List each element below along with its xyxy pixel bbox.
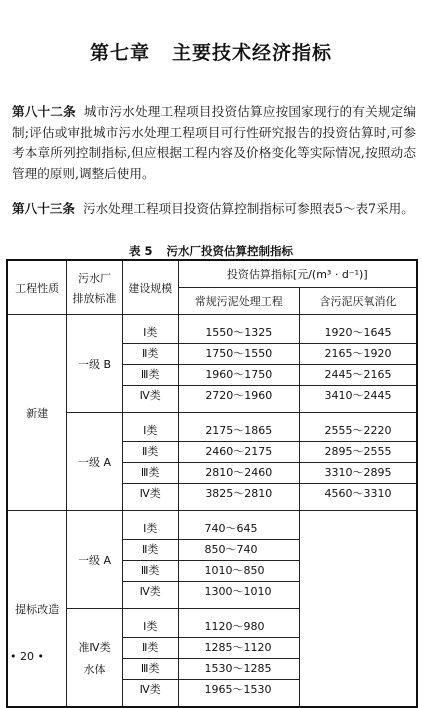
article-83-label: 第八十三条 — [12, 201, 75, 216]
table-row — [7, 413, 417, 442]
anaerobic-cell: 2555～2220 — [300, 413, 417, 442]
conventional-cell: 3825～2810 — [178, 484, 300, 511]
grade-cell: Ⅲ类 — [122, 561, 178, 582]
page-number: • 20 • — [10, 650, 44, 663]
standard-cell: 一级 A — [67, 511, 123, 609]
grade-cell: Ⅳ类 — [122, 680, 178, 708]
nature-cell: 新建 — [7, 315, 67, 511]
table-row — [7, 315, 417, 344]
table-caption — [0, 243, 422, 259]
grade-cell: Ⅱ类 — [122, 638, 178, 659]
table-row — [7, 511, 417, 540]
anaerobic-cell: 4560～3310 — [300, 484, 417, 511]
grade-cell: Ⅲ类 — [122, 365, 178, 386]
conventional-cell: 740～645 — [178, 511, 300, 540]
article-83 — [12, 199, 416, 220]
header-standard-line2: 排放标准 — [72, 291, 117, 305]
standard-line2: 水体 — [83, 662, 106, 676]
article-82-text: 城市污水处理工程项目投资估算应按国家现行的有关规定编制;评估或审批城市污水处理工程项目可行性研究报告的投资估算时,可参考本章所列控制指标,但应根据工程内容及价格变化等实际情况,按照动态管理的原则,调整后使用。 — [12, 104, 417, 181]
conventional-cell: 1120～980 — [178, 609, 300, 638]
standard-cell: 一级 B — [67, 315, 123, 413]
standard-cell: 一级 A — [67, 413, 123, 511]
anaerobic-cell: 2165～1920 — [300, 344, 417, 365]
conventional-cell: 1300～1010 — [178, 582, 300, 609]
anaerobic-cell: 1920～1645 — [300, 315, 417, 344]
header-standard — [67, 260, 123, 315]
grade-cell: Ⅳ类 — [122, 484, 178, 511]
anaerobic-cell: 2895～2555 — [300, 442, 417, 463]
nature-cell: 提标改造 — [7, 511, 67, 708]
conventional-cell: 1530～1285 — [178, 659, 300, 680]
header-standard-line1: 污水厂 — [78, 271, 112, 285]
grade-cell: Ⅱ类 — [122, 344, 178, 365]
header-scale: 建设规模 — [122, 260, 178, 315]
grade-cell: Ⅰ类 — [122, 511, 178, 540]
article-83-text: 污水处理工程项目投资估算控制指标可参照表5～表7采用。 — [82, 201, 414, 216]
header-nature: 工程性质 — [7, 260, 67, 315]
conventional-cell: 1550～1325 — [178, 315, 300, 344]
conventional-cell: 2720～1960 — [178, 386, 300, 413]
table-title: 污水厂投资估算控制指标 — [166, 244, 293, 258]
conventional-cell: 1750～1550 — [178, 344, 300, 365]
grade-cell: Ⅱ类 — [122, 442, 178, 463]
anaerobic-empty-cell — [300, 511, 417, 708]
conventional-cell: 1010～850 — [178, 561, 300, 582]
grade-cell: Ⅰ类 — [122, 315, 178, 344]
conventional-cell: 2810～2460 — [178, 463, 300, 484]
standard-line1: 准Ⅳ类 — [78, 640, 111, 654]
article-82 — [12, 102, 416, 184]
chapter-number: 第七章 — [89, 42, 150, 64]
table-header-row — [7, 260, 417, 288]
article-82-label: 第八十二条 — [12, 104, 76, 119]
table-number: 表 5 — [128, 244, 153, 258]
header-anaerobic: 含污泥厌氧消化 — [300, 288, 417, 315]
conventional-cell: 1285～1120 — [178, 638, 300, 659]
grade-cell: Ⅲ类 — [122, 659, 178, 680]
conventional-cell: 850～740 — [178, 540, 300, 561]
conventional-cell: 2460～2175 — [178, 442, 300, 463]
anaerobic-cell: 3410～2445 — [300, 386, 417, 413]
investment-indicator-table — [6, 259, 418, 708]
grade-cell: Ⅳ类 — [122, 582, 178, 609]
grade-cell: Ⅱ类 — [122, 540, 178, 561]
anaerobic-cell: 3310～2895 — [300, 463, 417, 484]
anaerobic-cell: 2445～2165 — [300, 365, 417, 386]
header-conventional: 常规污泥处理工程 — [178, 288, 300, 315]
chapter-heading — [0, 38, 422, 65]
grade-cell: Ⅳ类 — [122, 386, 178, 413]
standard-cell — [67, 609, 123, 708]
conventional-cell: 1960～1750 — [178, 365, 300, 386]
grade-cell: Ⅰ类 — [122, 609, 178, 638]
conventional-cell: 2175～1865 — [178, 413, 300, 442]
conventional-cell: 1965～1530 — [178, 680, 300, 708]
header-indicator: 投资估算指标[元/(m³ · d⁻¹)] — [178, 260, 417, 288]
grade-cell: Ⅲ类 — [122, 463, 178, 484]
grade-cell: Ⅰ类 — [122, 413, 178, 442]
chapter-title: 主要技术经济指标 — [172, 42, 333, 64]
